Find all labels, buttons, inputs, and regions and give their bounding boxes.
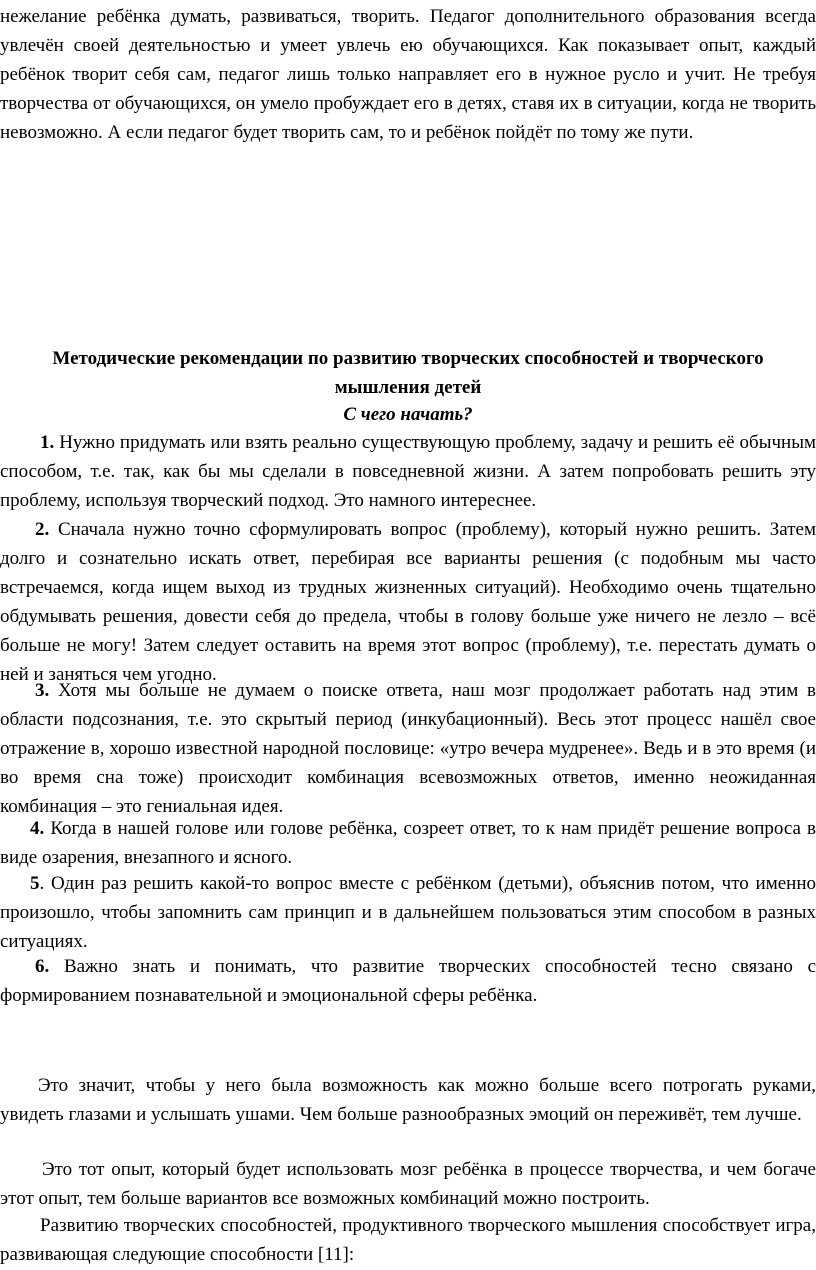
step-2 (0, 515, 816, 689)
section-subtitle: С чего начать? (343, 404, 473, 425)
intro-paragraph: нежелание ребёнка думать, развиваться, творить. Педагог дополнительного образования всегда увлечён своей деятельностью и умеет увлечь ею обучающихся. Как показывает опыт, каждый ребёнок творит себя сам, педагог лишь только направляет его в нужное русло и учит. Не требуя творчества от обучающихся, он умело пробуждает его в детях, ставя их в ситуации, когда не творить невозможно. А если педагог будет творить сам, то и ребёнок пойдёт по тому же пути. (0, 6, 816, 143)
step-5 (0, 869, 816, 956)
step-6 (0, 952, 816, 1010)
step-6-number: 6. (35, 956, 50, 977)
paragraph-brain: Это тот опыт, который будет использовать мозг ребёнка в процессе творчества, и чем богаче этот опыт, тем больше вариантов все возможных комбинаций можно построить. (0, 1159, 816, 1209)
paragraph-game: Развитию творческих способностей, продуктивного творческого мышления способствует игра, развивающая следующие способности [11]: (0, 1215, 816, 1265)
step-5-text: . Один раз решить какой-то вопрос вместе с ребёнком (детьми), объяснив потом, что именно произошло, чтобы запомнить сам принцип и в дальнейшем пользоваться этим способом в разных ситуациях. (0, 873, 816, 952)
step-4-number: 4. (30, 818, 45, 839)
step-1 (0, 428, 816, 515)
step-4 (0, 814, 816, 872)
step-6-text: Важно знать и понимать, что развитие творческих способностей тесно связано с формированием познавательной и эмоциональной сферы ребёнка. (0, 956, 816, 1006)
step-1-number: 1. (40, 432, 55, 453)
section-title-line1: Методические рекомендации по развитию творческих способностей и творческого (52, 348, 764, 369)
step-3-text: Хотя мы больше не думаем о поиске ответа, наш мозг продолжает работать над этим в области подсознания, т.е. это скрытый период (инкубационный). Весь этот процесс нашёл свое отражение в, хорошо известной народной пословице: «утро вечера мудренее». Ведь и в это время (и во время сна тоже) происходит комбинация всевозможных ответов, именно неожиданная комбинация – это гениальная идея. (0, 680, 816, 817)
step-1-text: Нужно придумать или взять реально существующую проблему, задачу и решить её обычным способом, т.е. так, как бы мы сделали в повседневной жизни. А затем попробовать решить эту проблему, используя творческий подход. Это намного интереснее. (0, 432, 816, 511)
paragraph-experience: Это значит, чтобы у него была возможность как можно больше всего потрогать руками, увидеть глазами и услышать ушами. Чем больше разнообразных эмоций он переживёт, тем лучше. (0, 1075, 816, 1125)
step-5-number: 5 (30, 873, 40, 894)
step-2-text: Сначала нужно точно сформулировать вопрос (проблему), который нужно решить. Затем долго и сознательно искать ответ, перебирая все варианты решения (с подобным мы часто встречаемся, когда ищем выход из трудных жизненных ситуаций). Необходимо очень тщательно обдумывать решения, довести себя до предела, чтобы в голову больше уже ничего не лезло – всё больше не могу! Затем следует оставить на время этот вопрос (проблему), т.е. перестать думать о ней и заняться чем угодно. (0, 519, 816, 685)
step-4-text: Когда в нашей голове или голове ребёнка, созреет ответ, то к нам придёт решение вопроса в виде озарения, внезапного и ясного. (0, 818, 816, 868)
section-title-line2: мышления детей (334, 377, 482, 398)
step-3-number: 3. (35, 680, 50, 701)
step-2-number: 2. (35, 519, 50, 540)
step-3 (0, 676, 816, 821)
